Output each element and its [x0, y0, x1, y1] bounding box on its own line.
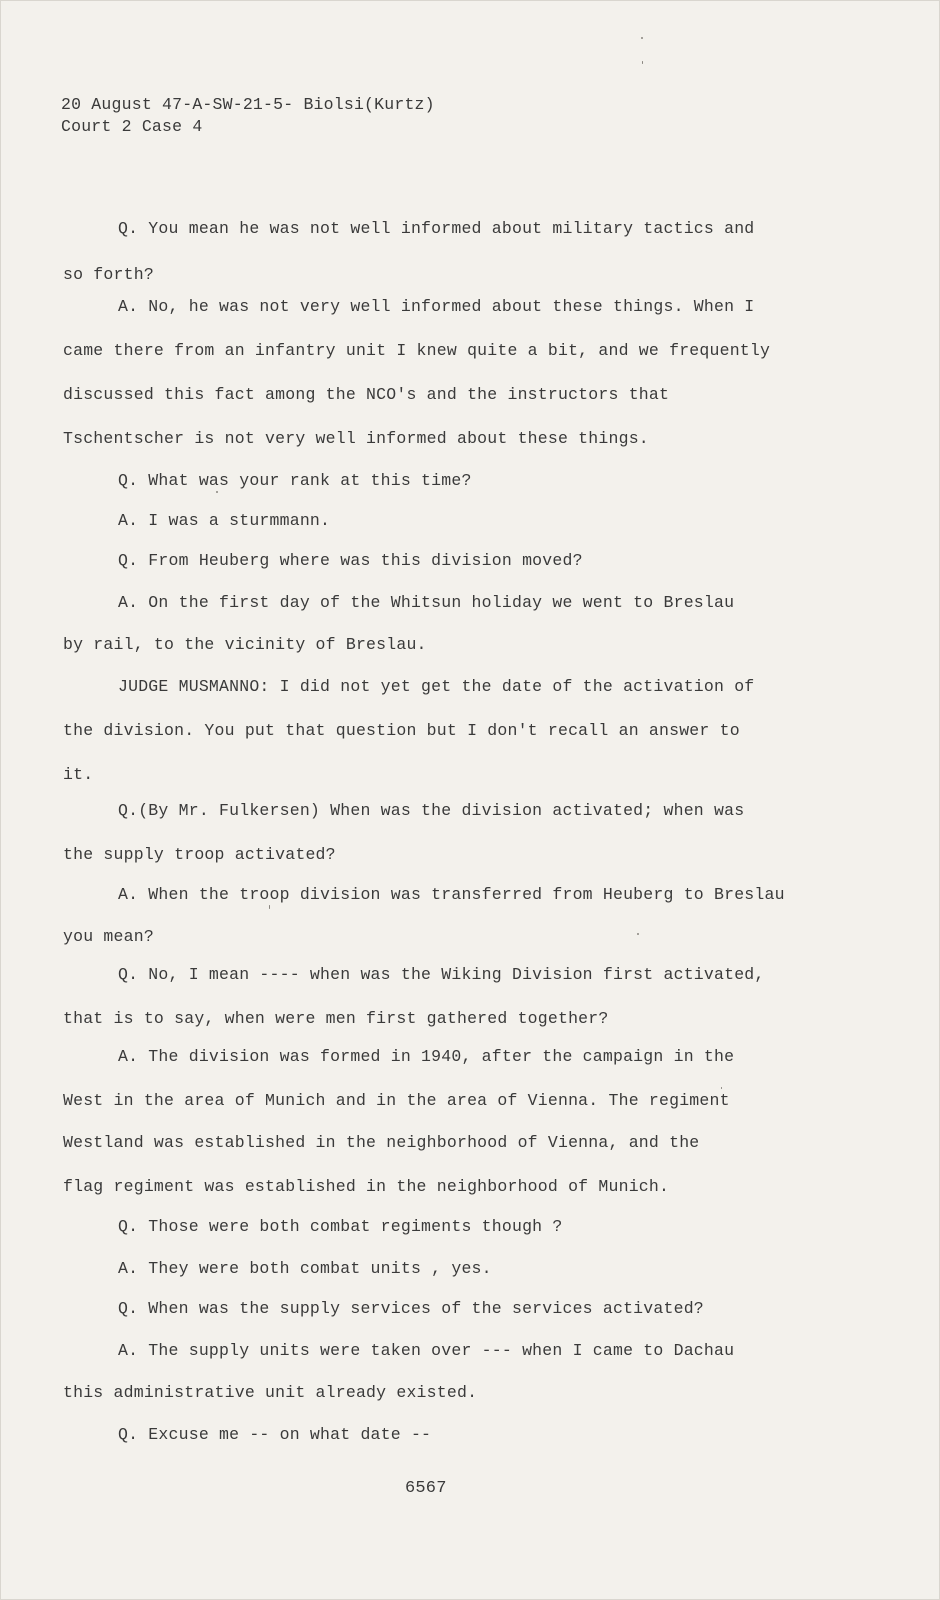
paper-speck	[642, 61, 643, 64]
text-line: A. I was a sturmmann.	[118, 511, 331, 530]
text-line: Q.(By Mr. Fulkersen) When was the division activated; when was	[118, 801, 745, 820]
text-line: A. When the troop division was transferred from Heuberg to Breslau	[118, 885, 785, 904]
paper-speck	[269, 905, 270, 909]
text-line: A. No, he was not very well informed about these things. When I	[118, 297, 755, 316]
text-line: flag regiment was established in the neighborhood of Munich.	[63, 1177, 670, 1196]
text-line: Q. When was the supply services of the services activated?	[118, 1299, 704, 1318]
text-line: the division. You put that question but I don't recall an answer to	[63, 721, 740, 740]
text-line: that is to say, when were men first gathered together?	[63, 1009, 609, 1028]
text-line: Tschentscher is not very well informed about these things.	[63, 429, 649, 448]
text-line: so forth?	[63, 265, 154, 284]
paper-speck	[637, 933, 639, 935]
text-line: the supply troop activated?	[63, 845, 336, 864]
text-line: West in the area of Munich and in the area of Vienna. The regiment	[63, 1091, 730, 1110]
text-line: A. They were both combat units , yes.	[118, 1259, 492, 1278]
text-line: Q. Excuse me -- on what date --	[118, 1425, 432, 1444]
text-line: JUDGE MUSMANNO: I did not yet get the date of the activation of	[118, 677, 755, 696]
header-court-case: Court 2 Case 4	[61, 117, 203, 136]
text-line: Westland was established in the neighborhood of Vienna, and the	[63, 1133, 700, 1152]
text-line: A. The division was formed in 1940, after the campaign in the	[118, 1047, 735, 1066]
text-line: discussed this fact among the NCO's and the instructors that	[63, 385, 670, 404]
page-number: 6567	[405, 1479, 447, 1498]
text-line: came there from an infantry unit I knew quite a bit, and we frequently	[63, 341, 771, 360]
text-line: Q. From Heuberg where was this division moved?	[118, 551, 583, 570]
text-line: this administrative unit already existed.	[63, 1383, 478, 1402]
text-line: by rail, to the vicinity of Breslau.	[63, 635, 427, 654]
text-line: you mean?	[63, 927, 154, 946]
text-line: Q. What was your rank at this time?	[118, 471, 472, 490]
text-line: A. On the first day of the Whitsun holiday we went to Breslau	[118, 593, 735, 612]
paper-speck	[641, 37, 643, 39]
text-line: it.	[63, 765, 94, 784]
header-date-reference: 20 August 47-A-SW-21-5- Biolsi(Kurtz)	[61, 95, 435, 114]
text-line: A. The supply units were taken over --- when I came to Dachau	[118, 1341, 735, 1360]
text-line: Q. No, I mean ---- when was the Wiking Division first activated,	[118, 965, 765, 984]
paper-speck	[721, 1087, 722, 1089]
text-line: Q. You mean he was not well informed about military tactics and	[118, 219, 755, 238]
paper-speck	[216, 491, 218, 493]
text-line: Q. Those were both combat regiments though ?	[118, 1217, 563, 1236]
